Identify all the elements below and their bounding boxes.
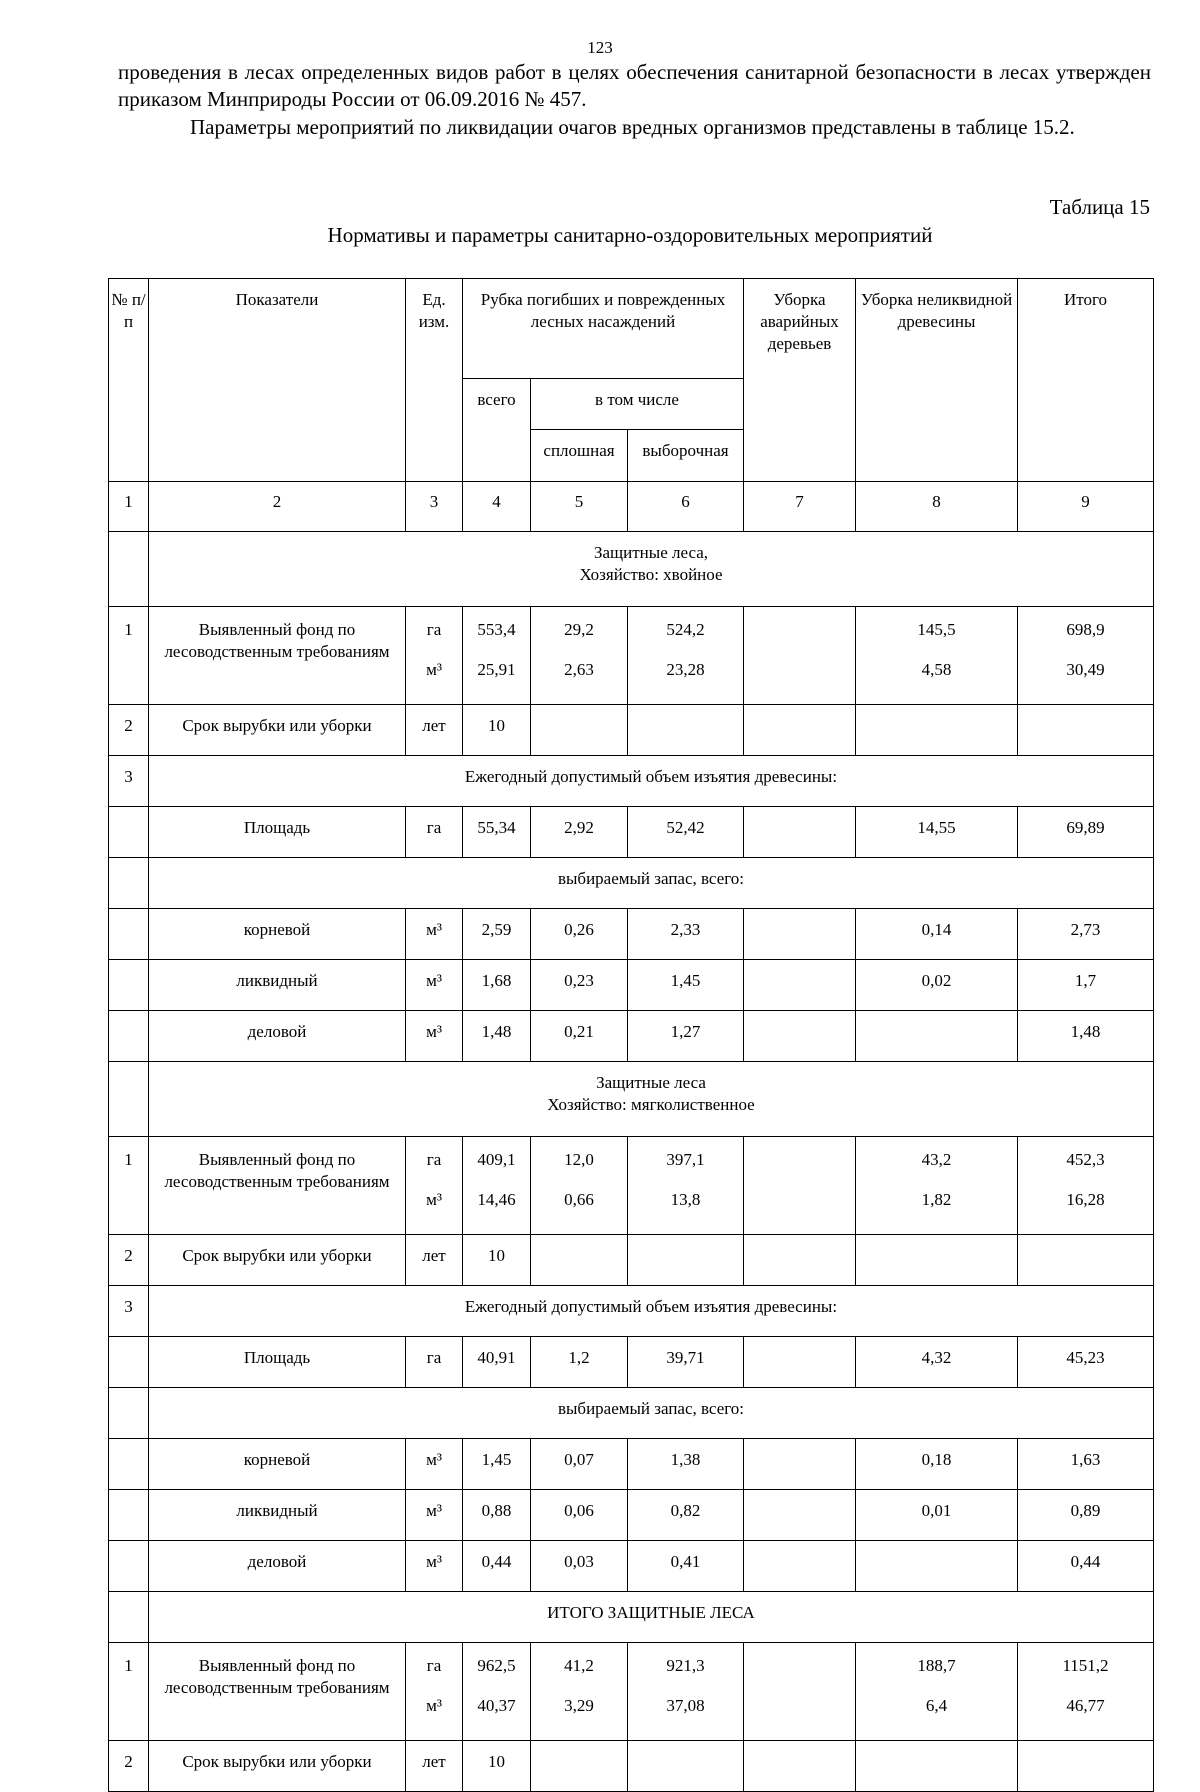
term-row bbox=[109, 1235, 1154, 1286]
row-number: 1 bbox=[109, 1137, 149, 1235]
value-m3: 37,08 bbox=[666, 1696, 705, 1715]
value-cell bbox=[744, 1137, 856, 1235]
column-numbers-row bbox=[109, 482, 1154, 532]
value-cell bbox=[628, 705, 744, 756]
value-cell: 2,92 bbox=[531, 807, 628, 858]
empty-cell bbox=[109, 1439, 149, 1490]
stock-label: выбираемый запас, всего: bbox=[149, 1388, 1154, 1439]
empty-cell bbox=[109, 909, 149, 960]
unit-m3: м³ bbox=[426, 660, 442, 679]
value-ha: 698,9 bbox=[1066, 620, 1105, 639]
value-cell: 0,41 bbox=[628, 1541, 744, 1592]
value-m3: 4,58 bbox=[921, 660, 952, 679]
row-label: ликвидный bbox=[149, 1490, 406, 1541]
value-cell bbox=[856, 1643, 1018, 1741]
value-cell: 0,89 bbox=[1018, 1490, 1154, 1541]
unit-cell bbox=[406, 1137, 463, 1235]
value-m3: 14,46 bbox=[477, 1190, 516, 1209]
section-title-line2: Хозяйство: хвойное bbox=[579, 565, 723, 584]
value-m3: 13,8 bbox=[670, 1190, 701, 1209]
stock-row bbox=[109, 1490, 1154, 1541]
stock-label-row bbox=[109, 1388, 1154, 1439]
value-cell: 0,07 bbox=[531, 1439, 628, 1490]
value-cell: 0,01 bbox=[856, 1490, 1018, 1541]
stock-row bbox=[109, 909, 1154, 960]
empty-cell bbox=[109, 532, 149, 607]
header-indicator: Показатели bbox=[149, 279, 406, 482]
header-clear: сплошная bbox=[531, 430, 628, 482]
row-number: 3 bbox=[109, 1286, 149, 1337]
total-title-row bbox=[109, 1592, 1154, 1643]
value-cell: 0,26 bbox=[531, 909, 628, 960]
value-m3: 25,91 bbox=[477, 660, 516, 679]
section-title-row bbox=[109, 1062, 1154, 1137]
value-cell bbox=[856, 705, 1018, 756]
row-number: 2 bbox=[109, 705, 149, 756]
value-cell: 10 bbox=[463, 1235, 531, 1286]
value-cell: 1,38 bbox=[628, 1439, 744, 1490]
value-cell bbox=[744, 1235, 856, 1286]
value-cell: 0,23 bbox=[531, 960, 628, 1011]
table-title: Нормативы и параметры санитарно-оздоровительных мероприятий bbox=[327, 223, 933, 247]
value-ha: 29,2 bbox=[564, 620, 594, 639]
unit-m3: м³ bbox=[426, 1190, 442, 1209]
value-ha: 41,2 bbox=[564, 1656, 594, 1675]
value-cell bbox=[856, 1235, 1018, 1286]
fund-row bbox=[109, 1137, 1154, 1235]
value-cell bbox=[628, 1137, 744, 1235]
value-ha: 524,2 bbox=[666, 620, 705, 639]
row-number: 2 bbox=[109, 1741, 149, 1792]
value-ha: 12,0 bbox=[564, 1150, 594, 1169]
empty-cell bbox=[109, 1388, 149, 1439]
value-cell bbox=[856, 1011, 1018, 1062]
value-cell bbox=[856, 1137, 1018, 1235]
value-cell bbox=[628, 1235, 744, 1286]
value-m3: 46,77 bbox=[1066, 1696, 1105, 1715]
fund-row bbox=[109, 1643, 1154, 1741]
value-m3: 0,66 bbox=[564, 1190, 594, 1209]
value-cell: 0,82 bbox=[628, 1490, 744, 1541]
value-cell: 40,91 bbox=[463, 1337, 531, 1388]
unit-ha: га bbox=[426, 620, 442, 639]
value-cell bbox=[628, 607, 744, 705]
unit-cell: м³ bbox=[406, 1011, 463, 1062]
row-number: 1 bbox=[109, 1643, 149, 1741]
unit-cell: га bbox=[406, 1337, 463, 1388]
value-cell bbox=[744, 1439, 856, 1490]
row-number: 1 bbox=[109, 607, 149, 705]
unit-cell bbox=[406, 1643, 463, 1741]
value-ha: 553,4 bbox=[477, 620, 516, 639]
empty-cell bbox=[109, 858, 149, 909]
annual-label: Ежегодный допустимый объем изъятия древесины: bbox=[149, 756, 1154, 807]
value-cell bbox=[744, 1541, 856, 1592]
intro-paragraph: проведения в лесах определенных видов работ в целях обеспечения санитарной безопасности в лесах утвержден приказом Минприроды России от 06.09.2016 № 457. bbox=[118, 60, 1151, 111]
unit-cell: лет bbox=[406, 1235, 463, 1286]
value-cell: 1,48 bbox=[1018, 1011, 1154, 1062]
column-number: 7 bbox=[744, 482, 856, 532]
empty-cell bbox=[109, 1062, 149, 1137]
value-cell: 45,23 bbox=[1018, 1337, 1154, 1388]
value-cell: 2,33 bbox=[628, 909, 744, 960]
value-cell bbox=[628, 1643, 744, 1741]
section-title bbox=[149, 532, 1154, 607]
value-cell: 10 bbox=[463, 705, 531, 756]
row-label: Выявленный фонд по лесоводственным требованиям bbox=[149, 607, 406, 705]
value-cell bbox=[744, 1337, 856, 1388]
value-cell bbox=[628, 1741, 744, 1792]
value-cell: 1,45 bbox=[463, 1439, 531, 1490]
header-all: всего bbox=[463, 379, 531, 482]
value-m3: 30,49 bbox=[1066, 660, 1105, 679]
value-cell bbox=[744, 607, 856, 705]
value-cell: 0,03 bbox=[531, 1541, 628, 1592]
stock-label: выбираемый запас, всего: bbox=[149, 858, 1154, 909]
value-cell bbox=[856, 607, 1018, 705]
term-row bbox=[109, 705, 1154, 756]
empty-cell bbox=[109, 1592, 149, 1643]
value-m3: 2,63 bbox=[564, 660, 594, 679]
value-cell bbox=[1018, 705, 1154, 756]
value-ha: 145,5 bbox=[917, 620, 956, 639]
value-cell bbox=[1018, 1741, 1154, 1792]
row-label: корневой bbox=[149, 909, 406, 960]
area-row bbox=[109, 807, 1154, 858]
area-row bbox=[109, 1337, 1154, 1388]
value-cell: 1,45 bbox=[628, 960, 744, 1011]
stock-row bbox=[109, 960, 1154, 1011]
stock-label-row bbox=[109, 858, 1154, 909]
section-title-line2: Хозяйство: мягколиственное bbox=[547, 1095, 755, 1114]
unit-cell: лет bbox=[406, 705, 463, 756]
value-ha: 962,5 bbox=[477, 1656, 516, 1675]
column-number: 8 bbox=[856, 482, 1018, 532]
value-cell: 0,18 bbox=[856, 1439, 1018, 1490]
value-cell: 55,34 bbox=[463, 807, 531, 858]
value-cell bbox=[463, 1643, 531, 1741]
row-number: 3 bbox=[109, 756, 149, 807]
empty-cell bbox=[109, 1011, 149, 1062]
page-number: 123 bbox=[587, 38, 613, 57]
value-cell: 10 bbox=[463, 1741, 531, 1792]
row-label: деловой bbox=[149, 1541, 406, 1592]
sanitary-measures-table bbox=[108, 278, 1154, 1792]
value-cell bbox=[463, 1137, 531, 1235]
value-cell: 2,73 bbox=[1018, 909, 1154, 960]
annual-row bbox=[109, 756, 1154, 807]
value-cell: 2,59 bbox=[463, 909, 531, 960]
row-label: Площадь bbox=[149, 1337, 406, 1388]
value-cell bbox=[744, 1490, 856, 1541]
value-cell bbox=[744, 807, 856, 858]
value-cell: 1,63 bbox=[1018, 1439, 1154, 1490]
value-ha: 452,3 bbox=[1066, 1150, 1105, 1169]
value-cell bbox=[531, 1137, 628, 1235]
header-row bbox=[109, 279, 1154, 379]
column-number: 1 bbox=[109, 482, 149, 532]
row-label: Выявленный фонд по лесоводственным требованиям bbox=[149, 1643, 406, 1741]
stock-row bbox=[109, 1541, 1154, 1592]
header-total: Итого bbox=[1018, 279, 1154, 482]
unit-cell: м³ bbox=[406, 1439, 463, 1490]
column-number: 2 bbox=[149, 482, 406, 532]
row-label: Срок вырубки или уборки bbox=[149, 1741, 406, 1792]
header-felling: Рубка погибших и поврежденных лесных насаждений bbox=[463, 279, 744, 379]
header-nonliquid: Уборка неликвидной древесины bbox=[856, 279, 1018, 482]
value-cell bbox=[531, 1741, 628, 1792]
value-cell bbox=[744, 705, 856, 756]
unit-ha: га bbox=[426, 1656, 442, 1675]
fund-row bbox=[109, 607, 1154, 705]
row-label: корневой bbox=[149, 1439, 406, 1490]
value-cell bbox=[531, 1643, 628, 1741]
value-cell bbox=[856, 1541, 1018, 1592]
header-num: № п/п bbox=[109, 279, 149, 482]
value-m3: 23,28 bbox=[666, 660, 705, 679]
row-number: 2 bbox=[109, 1235, 149, 1286]
row-label: деловой bbox=[149, 1011, 406, 1062]
value-cell: 14,55 bbox=[856, 807, 1018, 858]
value-cell: 0,06 bbox=[531, 1490, 628, 1541]
value-cell: 39,71 bbox=[628, 1337, 744, 1388]
value-cell bbox=[744, 960, 856, 1011]
reference-paragraph: Параметры мероприятий по ликвидации очагов вредных организмов представлены в таблице 15.2. bbox=[190, 115, 1075, 139]
value-cell bbox=[744, 1011, 856, 1062]
value-cell bbox=[856, 1741, 1018, 1792]
header-emergency: Уборка аварийных деревьев bbox=[744, 279, 856, 482]
unit-cell: м³ bbox=[406, 1490, 463, 1541]
value-cell bbox=[744, 1643, 856, 1741]
header-unit: Ед. изм. bbox=[406, 279, 463, 482]
value-cell bbox=[463, 607, 531, 705]
header-selective: выборочная bbox=[628, 430, 744, 482]
empty-cell bbox=[109, 1490, 149, 1541]
value-cell: 52,42 bbox=[628, 807, 744, 858]
unit-cell: лет bbox=[406, 1741, 463, 1792]
empty-cell bbox=[109, 960, 149, 1011]
annual-row bbox=[109, 1286, 1154, 1337]
value-cell: 1,48 bbox=[463, 1011, 531, 1062]
value-cell: 0,14 bbox=[856, 909, 1018, 960]
value-cell: 0,21 bbox=[531, 1011, 628, 1062]
stock-row bbox=[109, 1011, 1154, 1062]
value-m3: 3,29 bbox=[564, 1696, 594, 1715]
value-cell bbox=[744, 1741, 856, 1792]
unit-cell bbox=[406, 607, 463, 705]
value-m3: 16,28 bbox=[1066, 1190, 1105, 1209]
section-title-row bbox=[109, 532, 1154, 607]
unit-cell: м³ bbox=[406, 1541, 463, 1592]
unit-m3: м³ bbox=[426, 1696, 442, 1715]
column-number: 6 bbox=[628, 482, 744, 532]
value-cell bbox=[1018, 607, 1154, 705]
value-m3: 1,82 bbox=[921, 1190, 952, 1209]
value-cell: 1,2 bbox=[531, 1337, 628, 1388]
header-incl: в том числе bbox=[531, 379, 744, 430]
value-cell bbox=[531, 705, 628, 756]
value-cell: 0,44 bbox=[1018, 1541, 1154, 1592]
value-cell: 69,89 bbox=[1018, 807, 1154, 858]
empty-cell bbox=[109, 1541, 149, 1592]
section-title-line1: Защитные леса bbox=[596, 1073, 706, 1092]
value-cell: 0,88 bbox=[463, 1490, 531, 1541]
unit-cell: га bbox=[406, 807, 463, 858]
total-title: ИТОГО ЗАЩИТНЫЕ ЛЕСА bbox=[149, 1592, 1154, 1643]
value-cell: 0,44 bbox=[463, 1541, 531, 1592]
empty-cell bbox=[109, 1337, 149, 1388]
value-cell: 0,02 bbox=[856, 960, 1018, 1011]
value-ha: 43,2 bbox=[921, 1150, 952, 1169]
value-cell bbox=[1018, 1235, 1154, 1286]
value-cell: 1,7 bbox=[1018, 960, 1154, 1011]
column-number: 4 bbox=[463, 482, 531, 532]
value-ha: 921,3 bbox=[666, 1656, 705, 1675]
value-cell: 1,68 bbox=[463, 960, 531, 1011]
value-ha: 397,1 bbox=[666, 1150, 705, 1169]
row-label: Выявленный фонд по лесоводственным требованиям bbox=[149, 1137, 406, 1235]
row-label: Площадь bbox=[149, 807, 406, 858]
value-m3: 40,37 bbox=[477, 1696, 516, 1715]
stock-row bbox=[109, 1439, 1154, 1490]
column-number: 9 bbox=[1018, 482, 1154, 532]
value-cell bbox=[1018, 1643, 1154, 1741]
row-label: Срок вырубки или уборки bbox=[149, 1235, 406, 1286]
table-label: Таблица 15 bbox=[1049, 195, 1150, 219]
row-label: Срок вырубки или уборки bbox=[149, 705, 406, 756]
value-cell: 4,32 bbox=[856, 1337, 1018, 1388]
section-title bbox=[149, 1062, 1154, 1137]
row-label: ликвидный bbox=[149, 960, 406, 1011]
value-ha: 188,7 bbox=[917, 1656, 956, 1675]
section-title-line1: Защитные леса, bbox=[594, 543, 708, 562]
unit-cell: м³ bbox=[406, 960, 463, 1011]
empty-cell bbox=[109, 807, 149, 858]
value-ha: 409,1 bbox=[477, 1150, 516, 1169]
column-number: 3 bbox=[406, 482, 463, 532]
term-row bbox=[109, 1741, 1154, 1792]
annual-label: Ежегодный допустимый объем изъятия древесины: bbox=[149, 1286, 1154, 1337]
unit-cell: м³ bbox=[406, 909, 463, 960]
value-cell bbox=[531, 607, 628, 705]
value-m3: 6,4 bbox=[925, 1696, 948, 1715]
value-cell bbox=[531, 1235, 628, 1286]
value-cell: 1,27 bbox=[628, 1011, 744, 1062]
value-ha: 1151,2 bbox=[1062, 1656, 1109, 1675]
column-number: 5 bbox=[531, 482, 628, 532]
value-cell bbox=[1018, 1137, 1154, 1235]
value-cell bbox=[744, 909, 856, 960]
unit-ha: га bbox=[426, 1150, 442, 1169]
